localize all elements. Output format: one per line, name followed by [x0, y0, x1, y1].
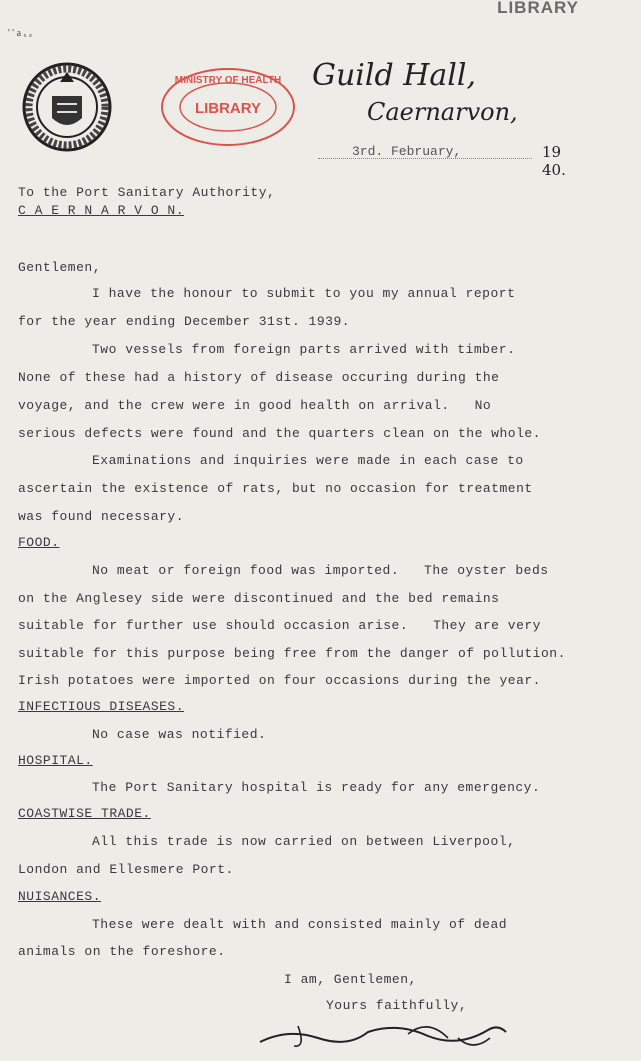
salutation: Gentlemen, [18, 260, 102, 275]
infectious-line: No case was notified. [92, 727, 267, 742]
body-line: I have the honour to submit to you my annual report [92, 286, 516, 301]
section-heading-hospital: HOSPITAL. [18, 753, 93, 768]
body-line: Examinations and inquiries were made in each case to [92, 453, 524, 468]
library-stamp-icon [158, 65, 298, 149]
dateline [318, 143, 588, 179]
food-line: suitable for this purpose being free from the danger of pollution. [18, 646, 566, 661]
section-heading-infectious: INFECTIOUS DISEASES. [18, 699, 185, 714]
section-heading-coastwise: COASTWISE TRADE. [18, 806, 151, 821]
food-line: on the Anglesey side were discontinued and the bed remains [18, 591, 500, 606]
coastwise-line: All this trade is now carried on between Liverpool, [92, 834, 516, 849]
borough-crest-icon [22, 60, 112, 154]
body-line: ascertain the existence of rats, but no occasion for treatment [18, 481, 533, 496]
closing-line1: I am, Gentlemen, [284, 972, 417, 987]
letterhead-hall: Guild Hall, [312, 58, 476, 93]
body-line: for the year ending December 31st. 1939. [18, 314, 351, 329]
letterhead-town: Caernarvon, [367, 98, 518, 126]
signature-icon [258, 1008, 508, 1052]
library-label: LIBRARY [497, 0, 579, 17]
body-line: was found necessary. [18, 509, 185, 524]
addressee-line1: To the Port Sanitary Authority, [18, 185, 276, 200]
section-heading-food: FOOD. [18, 535, 60, 550]
food-line: Irish potatoes were imported on four occasions during the year. [18, 673, 541, 688]
closing-line2: Yours faithfully, [326, 998, 468, 1013]
nuisances-line: These were dealt with and consisted mainly of dead [92, 917, 508, 932]
body-line: Two vessels from foreign parts arrived with timber. [92, 342, 516, 357]
date-text: 3rd. February, [352, 144, 462, 159]
corner-mark: ' ' a ₓ ₔ [8, 28, 32, 39]
stamp-center-text: LIBRARY [194, 100, 262, 117]
date-year: 19 40. [542, 143, 566, 179]
addressee-line2: C A E R N A R V O N. [18, 203, 185, 218]
food-line: No meat or foreign food was imported. The oyster beds [92, 563, 549, 578]
body-line: voyage, and the crew were in good health on arrival. No [18, 398, 492, 413]
body-line: None of these had a history of disease occuring during the [18, 370, 500, 385]
body-line: serious defects were found and the quarters clean on the whole. [18, 426, 541, 441]
hospital-line: The Port Sanitary hospital is ready for any emergency. [92, 780, 541, 795]
stamp-ring-text: MINISTRY OF HEALTH [174, 75, 282, 86]
food-line: suitable for further use should occasion arise. They are very [18, 618, 541, 633]
nuisances-line: animals on the foreshore. [18, 944, 226, 959]
coastwise-line: London and Ellesmere Port. [18, 862, 234, 877]
section-heading-nuisances: NUISANCES. [18, 889, 102, 904]
